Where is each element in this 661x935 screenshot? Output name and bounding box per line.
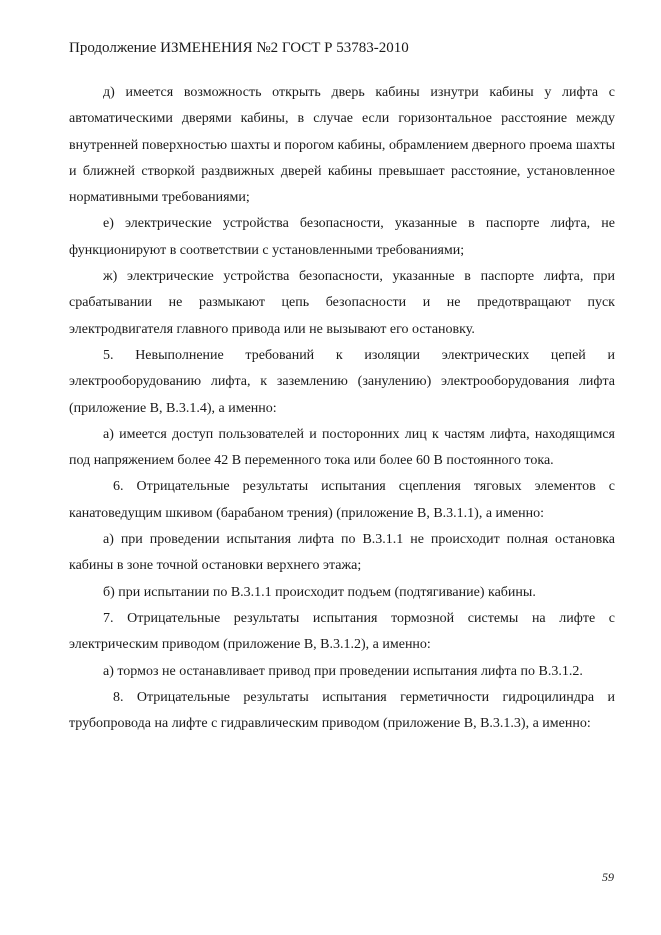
paragraph-6b: б) при испытании по В.3.1.1 происходит подъем (подтягивание) кабины. [103,584,536,600]
paragraph-item-6: 6. Отрицательные результаты испытания сцепления тяговых элементов с канатоведущим шкивом (барабаном трения) (приложение В, В.3.1.1), а именно: [69,479,615,521]
paragraph-item-5: 5. Невыполнение требований к изоляции электрических цепей и электрооборудованию лифта, к заземлению (занулению) электрооборудования лифта (приложение В, В.3.1.4), а именно: [69,347,615,416]
paragraph-item-7: 7. Отрицательные результаты испытания тормозной системы на лифте с электрическим приводом (приложение В, В.3.1.2), а именно: [69,610,615,653]
page-header: Продолжение ИЗМЕНЕНИЯ №2 ГОСТ Р 53783-2010 [69,40,409,56]
paragraph-7a: а) тормоз не останавливает привод при проведении испытания лифта по В.3.1.2. [103,663,583,679]
paragraph-e: е) электрические устройства безопасности, указанные в паспорте лифта, не функционируют в соответствии с установленными требованиями; [69,216,615,258]
page-number: 59 [602,870,614,884]
paragraph-5a: а) имеется доступ пользователей и посторонних лиц к частям лифта, находящимся под напряжением более 42 В переменного тока или более 60 В постоянного тока. [69,426,615,469]
paragraph-item-8: 8. Отрицательные результаты испытания герметичности гидроцилиндра и трубопровода на лифте с гидравлическим приводом (приложение В, В.3.1.3), а именно: [69,689,615,732]
paragraph-6a: а) при проведении испытания лифта по В.3.1.1 не происходит полная остановка кабины в зоне точной остановки верхнего этажа; [69,532,615,574]
document-body [69,80,615,737]
paragraph-d: д) имеется возможность открыть дверь кабины изнутри кабины у лифта с автоматическими дверями кабины, в случае если горизонтальное расстояние между внутренней поверхностью шахты и порогом кабины, обрамлением дверного проема шахты и ближней створкой раздвижных дверей кабины превышает расстояние, установленное нормативными требованиями; [69,85,615,206]
paragraph-zh: ж) электрические устройства безопасности, указанные в паспорте лифта, при срабатывании не размыкают цепь безопасности и не предотвращают пуск электродвигателя главного привода или не вызывают его остановку. [69,269,615,337]
